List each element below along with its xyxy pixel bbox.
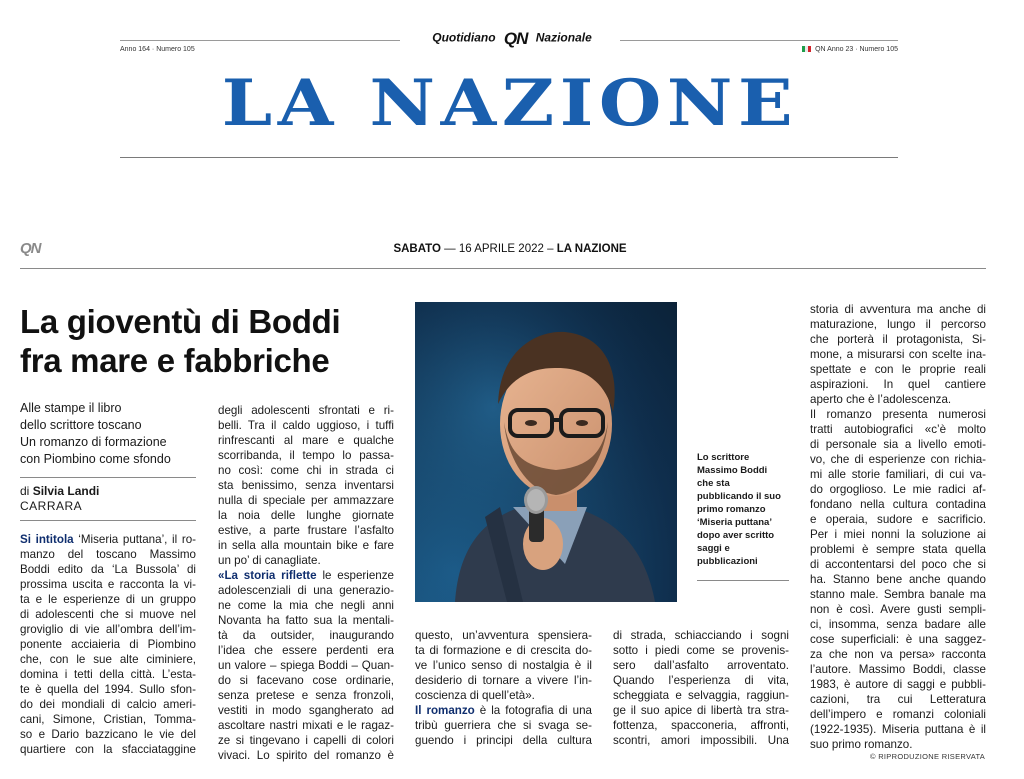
line-text: Per i miei nonni la soluzione ai [810,528,986,541]
line-text: un po’ di canagliate. [218,554,321,567]
article-line [20,667,196,682]
article-line [218,538,394,553]
line-text: e operaia, sudore e sacrificio. [810,513,986,526]
line-text: 1983, è autore di saggi e pubbli- [810,678,986,691]
standfirst-line: Alle stampe il libro [20,401,122,415]
article-line [218,658,394,673]
article-line [20,652,196,667]
article-line [810,602,986,617]
caption-line: che sta [697,478,730,489]
article-line [810,437,986,452]
article-line [810,677,986,692]
dateline-sep: — [444,243,456,255]
article-line [810,422,986,437]
line-text: ge il suo apice di libertà tra stra- [613,704,789,717]
line-text: rinfrescanti al mare e qualche [218,434,394,447]
standfirst [20,400,210,468]
line-text: za che non va persa» racconta [810,648,986,661]
copyright-notice: © RIPRODUZIONE RISERVATA [870,752,986,761]
line-text: vo, che di esperienze con richia- [810,453,986,466]
article-line [415,718,592,733]
article-line [810,527,986,542]
line-text: tà da outsider, inaugurando [218,629,394,642]
article-line [218,448,394,463]
line-text: aspirazioni. In quel cantiere [810,378,986,391]
dateline-sep2: – [547,243,554,255]
qn-logo: QN [503,29,528,48]
article-line [415,688,592,703]
caption-line: saggi e [697,543,730,554]
line-text: scontri, amori impossibili. Una [613,734,789,747]
article-line [810,317,986,332]
article-column-1 [20,532,196,757]
article-line [810,362,986,377]
lead-in: Il romanzo [415,704,475,717]
line-text: la noia delle lunghe giornate [218,509,394,522]
line-text: te è quella del 1994. Sullo sfon- [20,683,196,696]
article-line [810,647,986,662]
line-text: tratti autobiografici «c’è molto [810,423,986,436]
line-text: maturazione, lungo il percorso [810,318,986,331]
standfirst-line: dello scrittore toscano [20,418,142,432]
standfirst-line: con Piombino come sfondo [20,452,171,466]
article-line [613,673,789,688]
article-line [415,628,592,643]
article-line [20,682,196,697]
line-text: tribù guerriera che si svaga se- [415,719,592,732]
caption-line: dopo aver scritto [697,530,775,541]
caption-line: pubblicazioni [697,556,758,567]
article-line [218,493,394,508]
line-text: dell’impero e romanzi coloniali [810,708,986,721]
article-line [20,727,196,742]
article-line [810,377,986,392]
line-text: sta benissimo, senza inventarsi [218,479,394,492]
line-text: cose superficiali: è una saggez- [810,633,986,646]
article-line [218,643,394,658]
line-text: ze si tingevano i capelli di colori [218,734,394,747]
headline [20,302,400,380]
article-line [218,478,394,493]
line-text: l’autore. Massimo Boddi, classe [810,663,986,676]
byline-place: CARRARA [20,499,83,513]
article-column-4 [613,628,789,748]
line-text: di personale sia a livello emoti- [810,438,986,451]
line-text: cazioni, tra cui Letteratura [810,693,986,706]
article-line [810,347,986,362]
italian-flag-icon [802,46,811,52]
article-line [415,658,592,673]
line-text: fottenza, spacconeria, affronti, [613,719,789,732]
line-text: do si facevano cose ordinarie, [218,674,394,687]
article-line [613,718,789,733]
line-text: degli adolescenti sfrontati e ri- [218,404,394,417]
line-text: cani, Simone, Cristian, Tomma- [20,713,196,726]
line-text: di adolescenti che si muove nel [20,608,196,621]
article-line [218,463,394,478]
line-text: mi alle storie familiari, di cui va- [810,468,986,481]
photo-caption [697,451,793,568]
caption-line: ‘Miseria puttana’ [697,517,772,528]
byline [20,484,99,514]
article-line [810,392,986,407]
dateline-date: 16 APRILE 2022 [458,243,544,255]
line-text: ponente acciaieria di Piombino [20,638,196,651]
line-text: no così: come chi in strada ci [218,464,394,477]
article-line [613,733,789,748]
line-text: aperto che è l’adolescenza. [810,393,952,406]
line-text: ascoltare nastri mixati e le ragaz- [218,719,394,732]
masthead-tagline [300,30,724,47]
article-line [218,553,394,568]
line-text: in sella alla mountain bike e fare [218,539,394,552]
article-line [810,452,986,467]
article-line [218,718,394,733]
line-text: vestiti in modo sgangherato ad [218,704,394,717]
article-line [218,583,394,598]
article-line [613,703,789,718]
line-text: problemi è sempre stata quella [810,543,986,556]
article-line [20,532,196,547]
line-text: Novanta ha fatto sua la mentali- [218,614,394,627]
article-line [20,547,196,562]
article-line [613,628,789,643]
dateline-paper: LA NAZIONE [556,243,627,255]
article-line [810,497,986,512]
article-line [810,617,986,632]
article-column-5 [810,302,986,752]
line-text: guendo i principi della cultura [415,734,592,747]
line-text: questo, un’avventura spensiera- [415,629,592,642]
dateline-day: SABATO [393,243,441,255]
line-text: adolescenziali di una generazio- [218,584,394,597]
byline-rule-top [20,477,196,478]
article-line [20,712,196,727]
article-line [20,697,196,712]
line-text: Quando l’esperienza di vita, [613,674,789,687]
line-text: un valore – spiega Boddi – Quan- [218,659,394,672]
line-text: (1922-1935). Miseria puttana è il [810,723,986,736]
line-text: groviglio di vie all’ombra dell’im- [20,623,196,636]
line-text: le esperienze [316,569,394,582]
caption-line: Massimo Boddi [697,465,768,476]
line-text: manzo del toscano Massimo [20,548,196,561]
line-text: quartiere con la sfacciataggine [20,743,196,756]
line-text: stanno male. Sembra banale ma [810,588,986,601]
masthead-tagline-right: Nazionale [535,30,592,45]
article-line [810,707,986,722]
article-line [810,722,986,737]
masthead-tagline-left: Quotidiano [432,30,496,45]
article-line [810,557,986,572]
article-line [218,418,394,433]
line-text: ‘Miseria puttana’, il ro- [73,533,196,546]
line-text: sotto i piedi come se provenis- [613,644,789,657]
article-line [810,512,986,527]
line-text: so e Dario bazzicano le vie del [20,728,196,741]
line-text: belli. Tra il caldo uggioso, i tuffi [218,419,394,432]
line-text: ta e le esperienze di un gruppo [20,593,196,606]
headline-line-2: fra mare e fabbriche [20,342,330,379]
line-text: di accontentarsi del poco che si [810,558,986,571]
standfirst-line: Un romanzo di formazione [20,435,167,449]
line-text: che porterà il protagonista, Si- [810,333,986,346]
article-line [20,562,196,577]
line-text: ve l’unico senso di nostalgia è il [415,659,592,672]
masthead-issue-right [790,46,898,53]
article-line [810,587,986,602]
article-line [20,607,196,622]
line-text: nulla di speciale per ammazzare [218,494,394,507]
line-text: scorribanda, il tempo lo passa- [218,449,394,462]
line-text: spettate e con le proprie reali [810,363,986,376]
dateline [250,243,770,255]
article-line [218,673,394,688]
article-line [613,658,789,673]
line-text: suo primo romanzo. [810,738,913,751]
article-line [810,302,986,317]
article-line [218,688,394,703]
line-text: ci, insomma, senza badare alle [810,618,986,631]
line-text: coscienza di quell’età». [415,689,535,702]
header-rule [20,268,986,269]
headline-line-1: La gioventù di Boddi [20,303,341,340]
article-column-2 [218,403,394,763]
line-text: che, con le sue alte ciminiere, [20,653,196,666]
line-text: l’idea che essere perdenti era [218,644,394,657]
byline-author: Silvia Landi [32,484,100,498]
article-line [415,703,592,718]
article-line [415,733,592,748]
article-line [415,643,592,658]
line-text: ha. Stanno bene anche quando [810,573,986,586]
author-photo [415,302,677,602]
article-line [613,643,789,658]
line-text: di strada, schiacciando i sogni [613,629,789,642]
line-text: domina i tetti della città. L’esta- [20,668,196,681]
line-text: vivaci. Lo spirito del romanzo è [218,749,394,762]
masthead-issue-left: Anno 164 · Numero 105 [120,46,195,53]
caption-line: pubblicando il suo [697,491,781,502]
article-line [613,688,789,703]
line-text: do dei mondiali di calcio ameri- [20,698,196,711]
newspaper-title: LA NAZIONE [221,66,799,141]
line-text: storia di avventura ma anche di [810,303,986,316]
article-line [20,637,196,652]
line-text: senza pretese e senza fronzoli, [218,689,394,702]
article-line [810,332,986,347]
caption-line: Lo scrittore [697,452,750,463]
article-line [20,592,196,607]
article-line [20,622,196,637]
masthead-issue-right-text: QN Anno 23 · Numero 105 [815,46,898,53]
author-portrait-illustration [415,302,677,602]
caption-rule [697,580,789,581]
article-line [810,662,986,677]
article-line [20,742,196,757]
article-line [810,572,986,587]
article-line [218,508,394,523]
line-text: ta di formazione e di crescita do- [415,644,592,657]
article-line [810,692,986,707]
masthead-bottom-rule [120,157,898,158]
line-text: ne come la mia che negli anni [218,599,394,612]
article-line [810,632,986,647]
article-line [218,628,394,643]
line-text: è la fotografia di una [474,704,592,717]
caption-line: primo romanzo [697,504,766,515]
line-text: Il romanzo presenta numerosi [810,408,986,421]
article-line [810,737,986,752]
qn-page-logo: QN [20,240,41,257]
line-text: do orgoglioso. Le mie radici af- [810,483,986,496]
article-line [218,703,394,718]
line-text: Boddi edito da ‘La Bussola’ di [20,563,196,576]
line-text: mone, a misurarsi con scelte ina- [810,348,986,361]
article-line [810,467,986,482]
article-line [218,403,394,418]
article-line [20,577,196,592]
line-text: estive, a parte frustare l’asfalto [218,524,394,537]
article-line [810,482,986,497]
article-line [218,433,394,448]
byline-rule-bottom [20,520,196,521]
article-line [415,673,592,688]
line-text: scheggiata e selvaggia, raggiun- [613,689,789,702]
article-line [218,613,394,628]
article-line [218,523,394,538]
article-line [218,568,394,583]
line-text: sero dall’asfalto arroventato. [613,659,789,672]
byline-prefix: di [20,484,30,498]
lead-in: «La storia riflette [218,569,317,582]
article-line [810,407,986,422]
line-text: desiderio di tornare a vivere l’in- [415,674,592,687]
lead-in: Si intitola [20,533,74,546]
article-line [218,748,394,763]
article-line [218,733,394,748]
line-text: fondano nella cultura contadina [810,498,986,511]
article-line [810,542,986,557]
line-text: prossima uscita e racconta la vi- [20,578,196,591]
article-line [218,598,394,613]
line-text: non è così. Avere gusti sempli- [810,603,986,616]
article-column-3 [415,628,592,748]
